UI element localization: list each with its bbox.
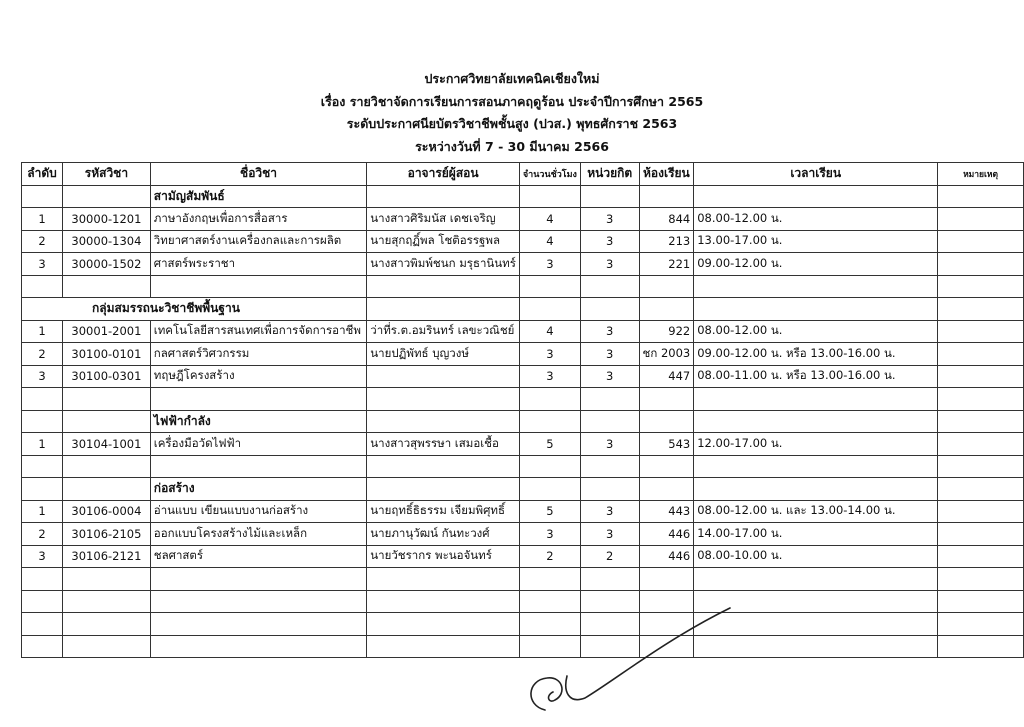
cell-seq: 3 — [22, 365, 63, 388]
group-row — [22, 410, 1024, 433]
cell-time: 08.00-10.00 น. — [694, 545, 938, 568]
cell-credits: 3 — [580, 433, 639, 456]
cell-note — [938, 230, 1024, 253]
cell-note — [938, 253, 1024, 276]
cell-note — [938, 523, 1024, 546]
group-row — [22, 478, 1024, 501]
cell-credits: 3 — [580, 253, 639, 276]
cell-credits: 3 — [580, 500, 639, 523]
cell-name: เครื่องมือวัดไฟฟ้า — [150, 433, 367, 456]
cell-teacher: นายวัชรากร พะนอจันทร์ — [367, 545, 520, 568]
col-time: เวลาเรียน — [694, 163, 938, 186]
col-credits: หน่วยกิต — [580, 163, 639, 186]
table-row — [22, 208, 1024, 231]
cell-seq: 3 — [22, 253, 63, 276]
table-row — [22, 365, 1024, 388]
cell-hours: 5 — [519, 433, 580, 456]
group-row — [22, 185, 1024, 208]
cell-room: 446 — [639, 545, 694, 568]
col-note: หมายเหตุ — [938, 163, 1024, 186]
cell-seq: 1 — [22, 208, 63, 231]
cell-teacher — [367, 365, 520, 388]
cell-note — [938, 433, 1024, 456]
cell-seq: 2 — [22, 343, 63, 366]
col-code: รหัสวิชา — [63, 163, 151, 186]
cell-credits: 3 — [580, 208, 639, 231]
col-teacher: อาจารย์ผู้สอน — [367, 163, 520, 186]
cell-hours: 3 — [519, 523, 580, 546]
cell-credits: 3 — [580, 320, 639, 343]
cell-teacher: นายสุกฤฏิ์พล โชติอรรฐพล — [367, 230, 520, 253]
cell-hours: 4 — [519, 208, 580, 231]
cell-teacher: นายฤทธิ์ธิธรรม เจียมพิศุทธิ์ — [367, 500, 520, 523]
cell-name: ภาษาอังกฤษเพื่อการสื่อสาร — [150, 208, 367, 231]
cell-time: 08.00-11.00 น. หรือ 13.00-16.00 น. — [694, 365, 938, 388]
cell-seq: 1 — [22, 500, 63, 523]
table-header-row — [22, 163, 1024, 186]
group-title: ไฟฟ้ากำลัง — [150, 410, 367, 433]
cell-code: 30000-1201 — [63, 208, 151, 231]
cell-room: 447 — [639, 365, 694, 388]
cell-seq: 2 — [22, 523, 63, 546]
cell-code: 30000-1502 — [63, 253, 151, 276]
cell-time: 08.00-12.00 น. — [694, 320, 938, 343]
program-level: ระดับประกาศนียบัตรวิชาชีพชั้นสูง (ปวส.) พุทธศักราช 2563 — [346, 116, 678, 131]
cell-name: ทฤษฎีโครงสร้าง — [150, 365, 367, 388]
cell-seq: 3 — [22, 545, 63, 568]
cell-note — [938, 500, 1024, 523]
cell-time: 13.00-17.00 น. — [694, 230, 938, 253]
cell-code: 30104-1001 — [63, 433, 151, 456]
empty-row — [22, 388, 1024, 411]
table-row — [22, 230, 1024, 253]
cell-hours: 3 — [519, 343, 580, 366]
announcement-title: ประกาศวิทยาลัยเทคนิคเชียงใหม่ — [424, 71, 600, 86]
table-row — [22, 545, 1024, 568]
cell-note — [938, 320, 1024, 343]
cell-room: 922 — [639, 320, 694, 343]
col-seq: ลำดับ — [22, 163, 63, 186]
schedule-table — [21, 162, 1024, 658]
cell-teacher: นายภานุวัฒน์ กันทะวงศ์ — [367, 523, 520, 546]
cell-room: 443 — [639, 500, 694, 523]
cell-room: 221 — [639, 253, 694, 276]
cell-time: 09.00-12.00 น. หรือ 13.00-16.00 น. — [694, 343, 938, 366]
col-name: ชื่อวิชา — [150, 163, 367, 186]
cell-name: วิทยาศาสตร์งานเครื่องกลและการผลิต — [150, 230, 367, 253]
cell-time: 08.00-12.00 น. และ 13.00-14.00 น. — [694, 500, 938, 523]
cell-seq: 1 — [22, 433, 63, 456]
cell-credits: 3 — [580, 230, 639, 253]
group-title: กลุ่มสมรรถนะวิชาชีพพื้นฐาน — [22, 298, 367, 321]
cell-time: 14.00-17.00 น. — [694, 523, 938, 546]
cell-room: 446 — [639, 523, 694, 546]
cell-teacher: นางสาวพิมพ์ชนก มรุธานินทร์ — [367, 253, 520, 276]
cell-teacher: นายปฏิพัทธ์ บุญวงษ์ — [367, 343, 520, 366]
group-title: ก่อสร้าง — [150, 478, 367, 501]
table-row — [22, 433, 1024, 456]
cell-note — [938, 545, 1024, 568]
group-row — [22, 298, 1024, 321]
cell-credits: 2 — [580, 545, 639, 568]
cell-teacher: นางสาวสุพรรษา เสมอเชื้อ — [367, 433, 520, 456]
cell-name: ชลศาสตร์ — [150, 545, 367, 568]
cell-time: 12.00-17.00 น. — [694, 433, 938, 456]
table-row — [22, 343, 1024, 366]
empty-row — [22, 275, 1024, 298]
cell-teacher: นางสาวศิริมนัส เดชเจริญ — [367, 208, 520, 231]
cell-hours: 3 — [519, 365, 580, 388]
cell-note — [938, 343, 1024, 366]
cell-seq: 1 — [22, 320, 63, 343]
cell-name: ออกแบบโครงสร้างไม้และเหล็ก — [150, 523, 367, 546]
empty-row — [22, 455, 1024, 478]
cell-hours: 5 — [519, 500, 580, 523]
cell-time: 08.00-12.00 น. — [694, 208, 938, 231]
announcement-subject: เรื่อง รายวิชาจัดการเรียนการสอนภาคฤดูร้อน ประจำปีการศึกษา 2565 — [320, 93, 704, 109]
cell-note — [938, 208, 1024, 231]
table-row — [22, 523, 1024, 546]
cell-room: ชก 2003 — [639, 343, 694, 366]
cell-room: 844 — [639, 208, 694, 231]
cell-code: 30000-1304 — [63, 230, 151, 253]
date-range: ระหว่างวันที่ 7 - 30 มีนาคม 2566 — [415, 138, 609, 154]
cell-code: 30106-2105 — [63, 523, 151, 546]
cell-hours: 2 — [519, 545, 580, 568]
document-header — [0, 68, 1024, 158]
cell-seq: 2 — [22, 230, 63, 253]
cell-credits: 3 — [580, 365, 639, 388]
cell-name: ศาสตร์พระราชา — [150, 253, 367, 276]
cell-name: อ่านแบบ เขียนแบบงานก่อสร้าง — [150, 500, 367, 523]
cell-code: 30100-0101 — [63, 343, 151, 366]
cell-note — [938, 365, 1024, 388]
empty-row — [22, 568, 1024, 591]
cell-hours: 4 — [519, 230, 580, 253]
cell-room: 543 — [639, 433, 694, 456]
cell-teacher: ว่าที่ร.ต.อมรินทร์ เลขะวณิชย์ — [367, 320, 520, 343]
cell-hours: 4 — [519, 320, 580, 343]
cell-name: เทคโนโลยีสารสนเทศเพื่อการจัดการอาชีพ — [150, 320, 367, 343]
cell-name: กลศาสตร์วิศวกรรม — [150, 343, 367, 366]
table-row — [22, 500, 1024, 523]
cell-hours: 3 — [519, 253, 580, 276]
cell-code: 30001-2001 — [63, 320, 151, 343]
cell-time: 09.00-12.00 น. — [694, 253, 938, 276]
handwritten-signature — [505, 600, 765, 720]
group-title: สามัญสัมพันธ์ — [150, 185, 367, 208]
col-room: ห้องเรียน — [639, 163, 694, 186]
cell-code: 30106-0004 — [63, 500, 151, 523]
col-hours: จำนวนชั่วโมง — [519, 163, 580, 186]
table-row — [22, 253, 1024, 276]
cell-credits: 3 — [580, 523, 639, 546]
cell-room: 213 — [639, 230, 694, 253]
cell-code: 30106-2121 — [63, 545, 151, 568]
cell-credits: 3 — [580, 343, 639, 366]
table-row — [22, 320, 1024, 343]
cell-code: 30100-0301 — [63, 365, 151, 388]
